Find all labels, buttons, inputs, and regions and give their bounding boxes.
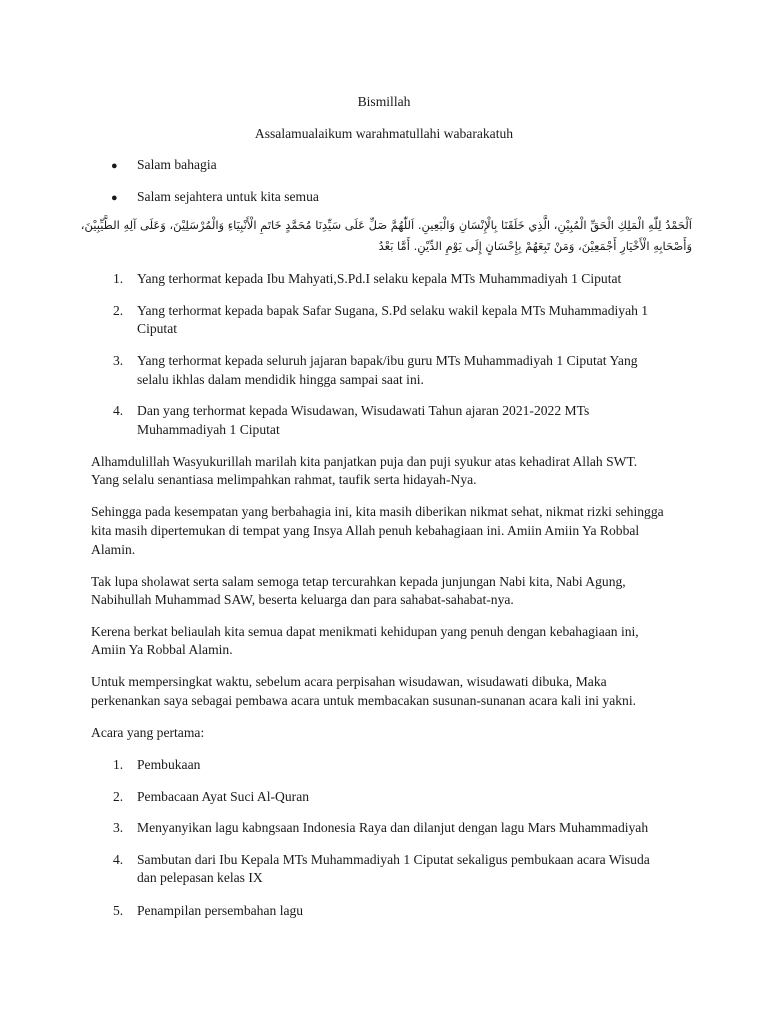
paragraph-line: Acara yang pertama: [91, 725, 205, 740]
paragraph-line: Tak lupa sholawat serta salam semoga tetap tercurahkan kepada junjungan Nabi kita, Nabi Agung, [91, 574, 626, 589]
arabic-line: اَلْحَمْدُ لِلّٰهِ الْمَلِكِ الْحَقِّ الْمُبِيْنِ، الَّذِي خَلَقَنَا بِالْإِنْسَانِ وَالْبَعِينِ. اَللّٰهُمَّ صَلِّ عَلَى سَيِّدِنَا مُحَمَّدٍ خَاتَمِ الْأَنْبِيَاءِ وَالْمُرْسَلِيْنَ، وَعَلَى آلِهِ الطَّيِّبِيْنَ، [80, 218, 692, 232]
list-item-text: Penampilan persembahan lagu [137, 903, 304, 918]
list-item-text: Muhammadiyah 1 Ciputat [137, 422, 280, 437]
list-number: 4. [113, 403, 124, 418]
paragraph-line: Kerena berkat beliaulah kita semua dapat menikmati kehidupan yang penuh dengan kebahagiaan ini, [91, 624, 639, 639]
bullet-icon: ● [111, 160, 118, 172]
list-item-text: Yang terhormat kepada Ibu Mahyati,S.Pd.I selaku kepala MTs Muhammadiyah 1 Ciputat [137, 271, 622, 286]
list-item-text: Pembukaan [137, 757, 201, 772]
list-number: 3. [113, 353, 124, 368]
list-item-text: dan pelepasan kelas IX [137, 870, 263, 885]
list-item-text: selalu ikhlas dalam mendidik hingga sampai saat ini. [137, 372, 424, 387]
paragraph-line: Amiin Ya Robbal Alamin. [91, 642, 233, 657]
paragraph-line: Sehingga pada kesempatan yang berbahagia ini, kita masih diberikan nikmat sehat, nikmat rizki sehingga [91, 504, 664, 519]
paragraph-line: Alhamdulillah Wasyukurillah marilah kita panjatkan puja dan puji syukur atas kehadirat Allah SWT. [91, 454, 638, 469]
paragraph-line: kita masih dipertemukan di tempat yang Insya Allah penuh kebahagiaan ini. Amiin Amiin Ya Robbal [91, 523, 640, 538]
paragraph-line: Nabihullah Muhammad SAW, beserta keluarga dan para sahabat-sahabat-nya. [91, 592, 514, 607]
arabic-line: وَأَصْحَابِهِ الْأَخْيَارِ أَجْمَعِيْنَ، وَمَنْ تَبِعَهُمْ بِإِحْسَانٍ إِلَى يَوْمِ الدِّيْنِ. أَمَّا بَعْدُ [378, 239, 692, 253]
paragraph-line: Alamin. [91, 542, 136, 557]
list-number: 3. [113, 820, 124, 835]
list-number: 2. [113, 789, 124, 804]
list-item-text: Ciputat [137, 321, 178, 336]
list-item-text: Sambutan dari Ibu Kepala MTs Muhammadiyah 1 Ciputat sekaligus pembukaan acara Wisuda [137, 852, 650, 867]
greeting: Assalamualaikum warahmatullahi wabarakatuh [254, 126, 514, 141]
list-number: 4. [113, 852, 124, 867]
list-item-text: Pembacaan Ayat Suci Al-Quran [137, 789, 310, 804]
paragraph-line: Untuk mempersingkat waktu, sebelum acara perpisahan wisudawan, wisudawati dibuka, Maka [91, 674, 607, 689]
list-item-text: Yang terhormat kepada bapak Safar Sugana, S.Pd selaku wakil kepala MTs Muhammadiyah 1 [137, 303, 649, 318]
doc-title: Bismillah [357, 94, 411, 109]
bullet-item: Salam bahagia [137, 157, 217, 172]
list-item-text: Yang terhormat kepada seluruh jajaran bapak/ibu guru MTs Muhammadiyah 1 Ciputat Yang [137, 353, 638, 368]
list-number: 5. [113, 903, 124, 918]
list-item-text: Menyanyikan lagu kabngsaan Indonesia Raya dan dilanjut dengan lagu Mars Muhammadiyah [137, 820, 649, 835]
paragraph-line: perkenankan saya sebagai pembawa acara untuk membacakan susunan-sunanan acara kali ini yakni. [91, 693, 637, 708]
list-item-text: Dan yang terhormat kepada Wisudawan, Wisudawati Tahun ajaran 2021-2022 MTs [137, 403, 590, 418]
list-number: 1. [113, 757, 124, 772]
bullet-icon: ● [111, 192, 118, 204]
list-number: 2. [113, 303, 124, 318]
list-number: 1. [113, 271, 124, 286]
bullet-item: Salam sejahtera untuk kita semua [137, 189, 319, 204]
paragraph-line: Yang selalu senantiasa melimpahkan rahmat, taufik serta hidayah-Nya. [91, 472, 477, 487]
